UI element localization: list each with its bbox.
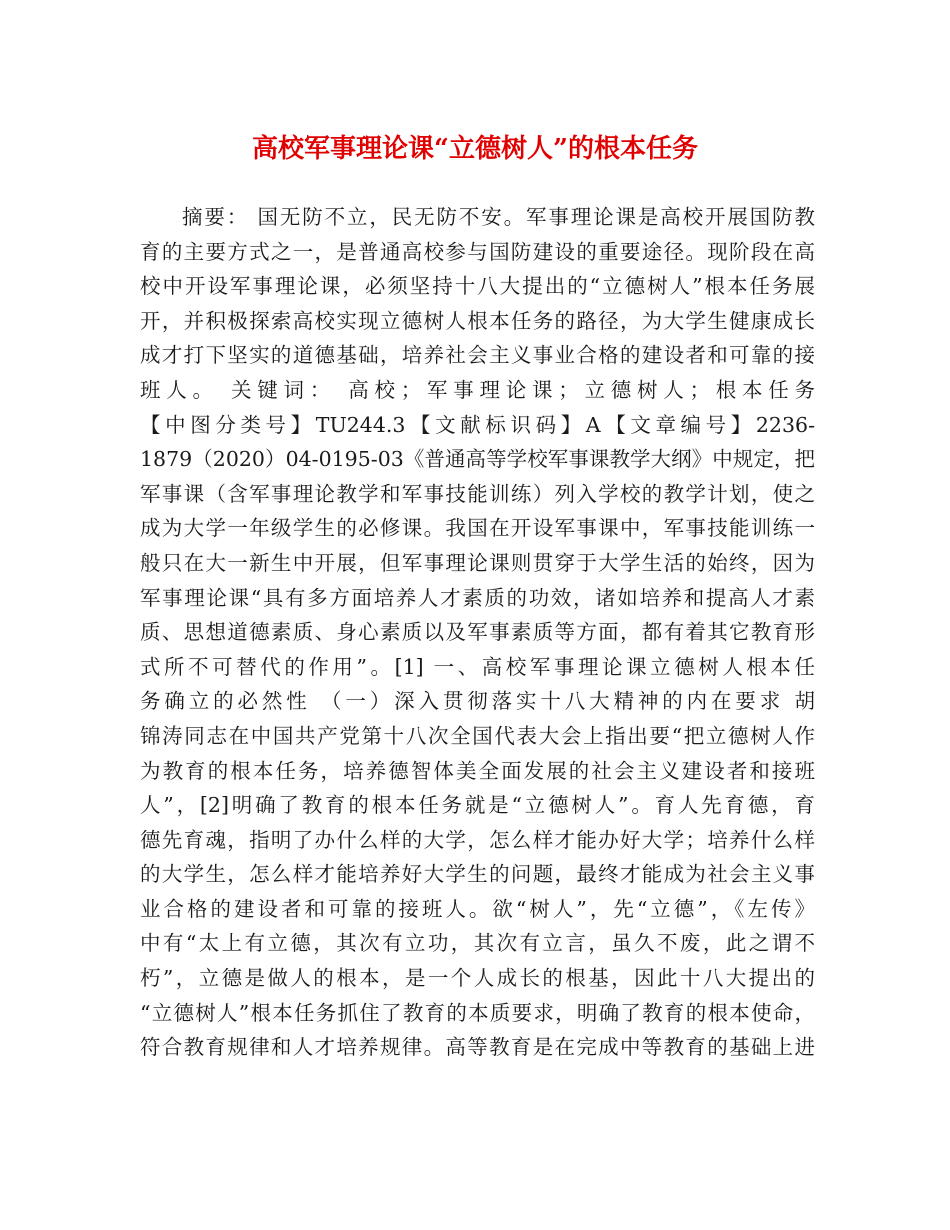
text-line: 成为大学一年级学生的必修课。我国在开设军事课中，军事技能训练一	[140, 516, 815, 541]
text-line: 【中图分类号】TU244.3【文献标识码】A【文章编号】2236-	[140, 412, 815, 437]
text-line: 育的主要方式之一，是普通高校参与国防建设的重要途径。现阶段在高	[140, 239, 815, 264]
text-line: 开，并积极探索高校实现立德树人根本任务的路径，为大学生健康成长	[140, 308, 815, 333]
text-line: 业合格的建设者和可靠的接班人。欲“树人”，先“立德”，《左传》	[140, 896, 815, 921]
text-line: 1879（2020）04-0195-03《普通高等学校军事课教学大纲》中规定，把	[140, 447, 815, 472]
text-line: 人”，[2]明确了教育的根本任务就是“立德树人”。育人先育德，育	[140, 793, 815, 818]
text-line: 校中开设军事理论课，必须坚持十八大提出的“立德树人”根本任务展	[140, 274, 815, 299]
text-line: 军事理论课“具有多方面培养人才素质的功效，诸如培养和提高人才素	[140, 585, 815, 610]
text-line: 符合教育规律和人才培养规律。高等教育是在完成中等教育的基础上进	[140, 1035, 815, 1060]
text-line: 务确立的必然性 （一）深入贯彻落实十八大精神的内在要求 胡	[140, 689, 815, 714]
text-line: 摘要： 国无防不立，民无防不安。军事理论课是高校开展国防教	[182, 205, 815, 229]
document-title: 高校军事理论课“立德树人”的根本任务	[252, 134, 698, 164]
text-line: 质、思想道德素质、身心素质以及军事素质等方面，都有着其它教育形	[140, 620, 815, 645]
text-line: 为教育的根本任务，培养德智体美全面发展的社会主义建设者和接班	[140, 758, 815, 783]
text-line: 朽”，立德是做人的根本，是一个人成长的根基，因此十八大提出的	[140, 966, 815, 991]
text-line: 锦涛同志在中国共产党第十八次全国代表大会上指出要“把立德树人作	[140, 723, 815, 748]
text-line: 德先育魂，指明了办什么样的大学，怎么样才能办好大学；培养什么样	[140, 827, 815, 852]
text-line: 式所不可替代的作用”。[1] 一、高校军事理论课立德树人根本任	[140, 654, 815, 679]
text-line: 的大学生，怎么样才能培养好大学生的问题，最终才能成为社会主义事	[140, 862, 815, 887]
text-line: 班人。 关键词： 高校；军事理论课；立德树人；根本任务	[140, 377, 815, 402]
text-line: 成才打下坚实的道德基础，培养社会主义事业合格的建设者和可靠的接	[140, 343, 815, 368]
text-line: 般只在大一新生中开展，但军事理论课则贯穿于大学生活的始终，因为	[140, 550, 815, 575]
text-line: 中有“太上有立德，其次有立功，其次有立言，虽久不废，此之谓不	[140, 931, 815, 956]
text-line: “立德树人”根本任务抓住了教育的本质要求，明确了教育的根本使命，	[140, 1000, 815, 1025]
text-line: 军事课（含军事理论教学和军事技能训练）列入学校的教学计划，使之	[140, 481, 815, 506]
document-body	[140, 200, 815, 1065]
